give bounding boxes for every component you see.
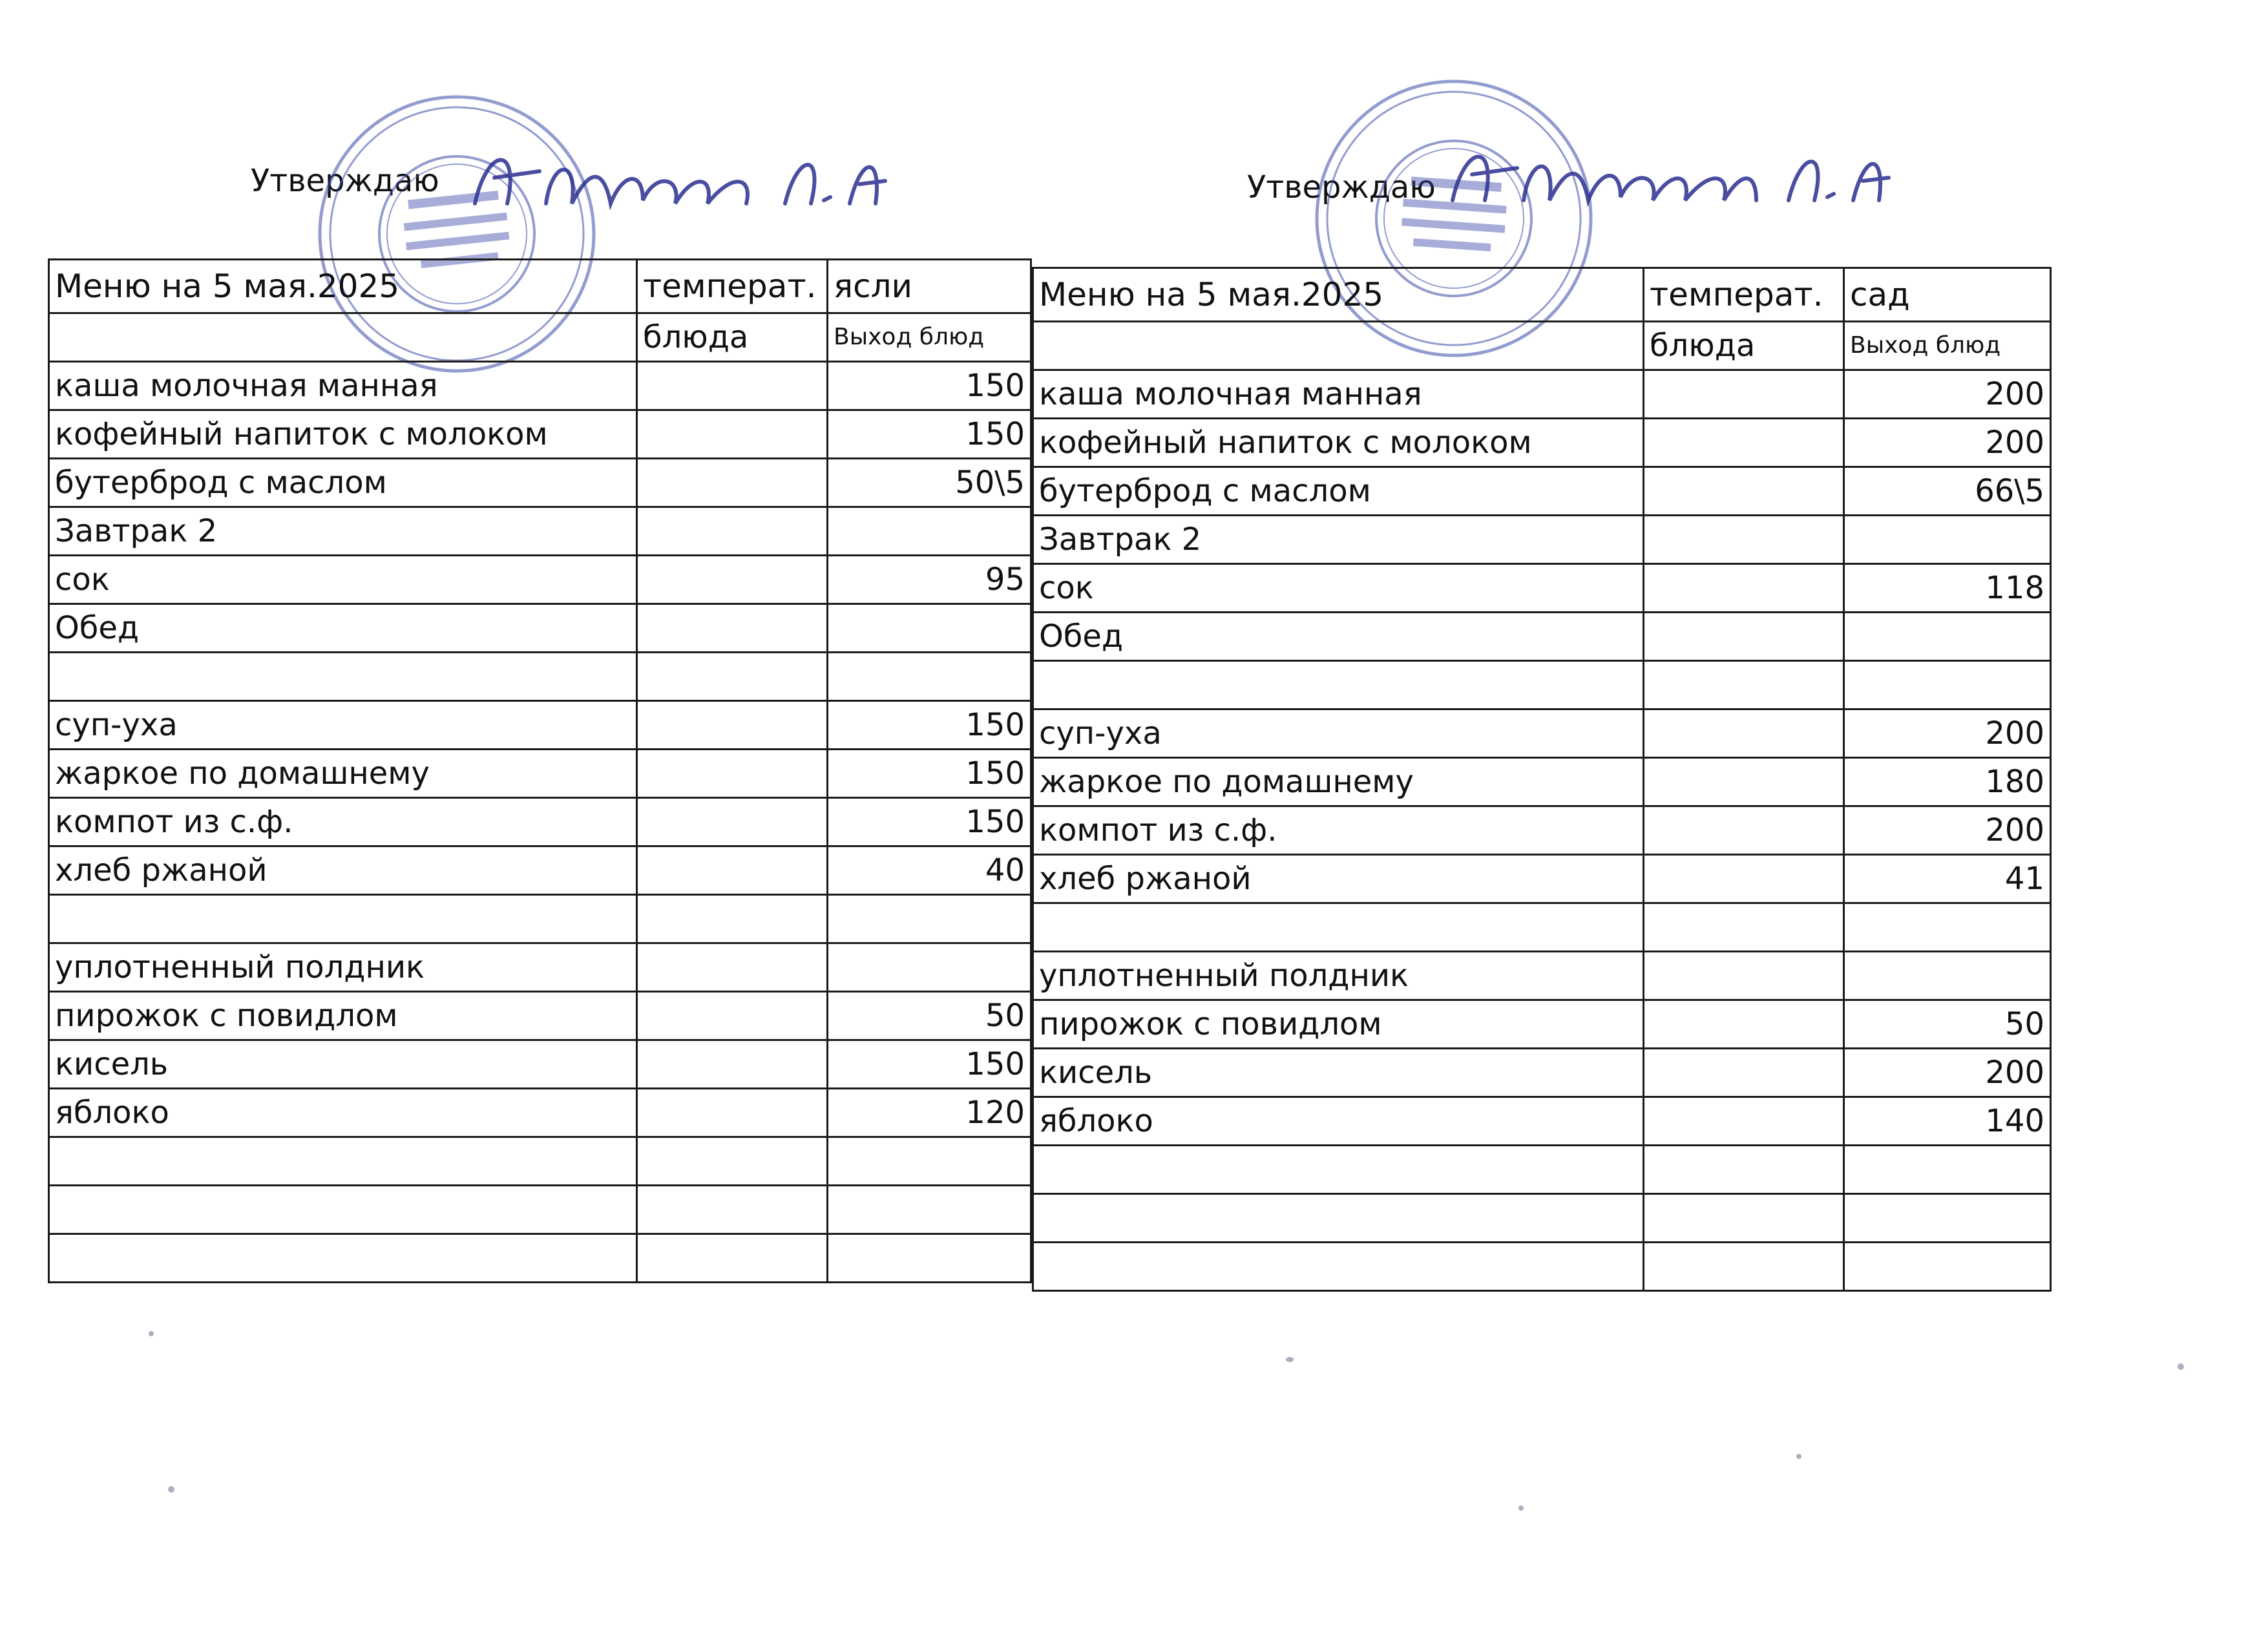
dish-portion: 50	[828, 992, 1031, 1040]
dish-temperature	[637, 410, 828, 459]
dish-name: каша молочная манная	[49, 362, 637, 410]
table-row	[49, 459, 1031, 507]
table-row	[1033, 661, 2051, 709]
menu-title: Меню на 5 мая.2025	[1033, 268, 1644, 322]
table-row	[1033, 855, 2051, 903]
dish-name: каша молочная манная	[1033, 370, 1644, 419]
menu-table-kindergarten	[1032, 267, 2052, 1292]
dish-portion	[1844, 952, 2051, 1000]
dish-portion: 120	[828, 1089, 1031, 1137]
dish-portion	[828, 507, 1031, 556]
table-row	[1033, 1049, 2051, 1097]
dish-name: жаркое по домашнему	[49, 750, 637, 798]
dish-name	[1033, 661, 1644, 709]
dish-name: кофейный напиток с молоком	[49, 410, 637, 459]
table-subheader-row	[49, 313, 1031, 362]
scan-speck	[168, 1486, 174, 1493]
dish-name: бутерброд с маслом	[1033, 467, 1644, 516]
table-row	[1033, 613, 2051, 661]
dish-name: пирожок с повидлом	[1033, 1000, 1644, 1049]
menu-title: Меню на 5 мая.2025	[49, 260, 637, 313]
group-header: ясли	[828, 260, 1031, 313]
dish-temperature	[637, 507, 828, 556]
dish-portion	[828, 653, 1031, 701]
dish-portion: 41	[1844, 855, 2051, 903]
dish-temperature	[637, 1186, 828, 1234]
dish-temperature	[637, 1089, 828, 1137]
dish-portion: 180	[1844, 758, 2051, 806]
dish-portion: 200	[1844, 709, 2051, 758]
dish-temperature	[637, 604, 828, 653]
dish-temperature	[1644, 1097, 1844, 1146]
dish-portion	[1844, 1243, 2051, 1291]
table-row	[1033, 1146, 2051, 1194]
table-row	[49, 1234, 1031, 1283]
dish-portion	[1844, 903, 2051, 952]
dish-portion: 200	[1844, 419, 2051, 467]
table-row	[49, 556, 1031, 604]
scan-speck	[1286, 1357, 1294, 1362]
dish-portion	[828, 604, 1031, 653]
dish-name: хлеб ржаной	[49, 846, 637, 895]
dish-temperature	[1644, 903, 1844, 952]
dish-portion: 200	[1844, 370, 2051, 419]
dish-name	[1033, 903, 1644, 952]
menu-table-nursery	[48, 258, 1032, 1283]
dish-name	[1033, 1243, 1644, 1291]
dish-temperature	[1644, 467, 1844, 516]
table-row	[1033, 516, 2051, 564]
dish-portion	[1844, 613, 2051, 661]
section-heading: Обед	[1033, 613, 1644, 661]
dish-portion	[1844, 1146, 2051, 1194]
table-row	[49, 895, 1031, 943]
dish-name	[1033, 1194, 1644, 1243]
dish-portion: 200	[1844, 1049, 2051, 1097]
dish-temperature	[1644, 855, 1844, 903]
table-row	[1033, 564, 2051, 613]
dish-name: сок	[49, 556, 637, 604]
table-row	[49, 1089, 1031, 1137]
dish-name: хлеб ржаной	[1033, 855, 1644, 903]
table-row	[49, 507, 1031, 556]
dish-temperature	[1644, 1049, 1844, 1097]
table-row	[1033, 419, 2051, 467]
dish-portion: 150	[828, 410, 1031, 459]
signature-left	[462, 132, 901, 229]
dish-temperature	[637, 798, 828, 846]
output-header: Выход блюд	[1844, 322, 2051, 370]
dish-temperature	[1644, 1000, 1844, 1049]
scan-speck	[149, 1331, 154, 1336]
table-row	[1033, 1000, 2051, 1049]
dish-name: суп-уха	[49, 701, 637, 750]
table-row	[49, 750, 1031, 798]
table-row	[49, 653, 1031, 701]
dish-portion: 150	[828, 750, 1031, 798]
dish-name	[49, 1137, 637, 1186]
table-row	[1033, 758, 2051, 806]
dish-temperature	[637, 653, 828, 701]
dish-portion: 118	[1844, 564, 2051, 613]
dish-portion: 95	[828, 556, 1031, 604]
dish-temperature	[637, 1234, 828, 1283]
dish-temperature	[1644, 661, 1844, 709]
subheader-blank	[49, 313, 637, 362]
temperature-subheader: блюда	[1644, 322, 1844, 370]
dish-temperature	[637, 846, 828, 895]
section-heading: Завтрак 2	[49, 507, 637, 556]
dish-portion	[1844, 516, 2051, 564]
table-header-row	[49, 260, 1031, 313]
dish-temperature	[1644, 1243, 1844, 1291]
dish-portion: 150	[828, 362, 1031, 410]
dish-name: яблоко	[49, 1089, 637, 1137]
dish-name: бутерброд с маслом	[49, 459, 637, 507]
dish-temperature	[1644, 806, 1844, 855]
dish-name: кисель	[49, 1040, 637, 1089]
dish-portion	[828, 895, 1031, 943]
dish-temperature	[1644, 1146, 1844, 1194]
dish-temperature	[1644, 758, 1844, 806]
table-row	[1033, 1097, 2051, 1146]
table-row	[49, 362, 1031, 410]
dish-portion	[828, 943, 1031, 992]
dish-temperature	[1644, 516, 1844, 564]
table-row	[49, 798, 1031, 846]
dish-name	[1033, 1146, 1644, 1194]
dish-name	[49, 895, 637, 943]
dish-temperature	[1644, 952, 1844, 1000]
dish-name: суп-уха	[1033, 709, 1644, 758]
table-row	[49, 1186, 1031, 1234]
dish-portion: 50\5	[828, 459, 1031, 507]
subheader-blank	[1033, 322, 1644, 370]
dish-portion	[828, 1137, 1031, 1186]
dish-portion: 66\5	[1844, 467, 2051, 516]
dish-temperature	[637, 1040, 828, 1089]
dish-temperature	[637, 992, 828, 1040]
approval-label-right: Утверждаю	[1247, 169, 1436, 205]
dish-portion: 150	[828, 1040, 1031, 1089]
dish-temperature	[637, 750, 828, 798]
dish-temperature	[637, 943, 828, 992]
table-row	[49, 1040, 1031, 1089]
table-row	[1033, 903, 2051, 952]
temperature-header: температ.	[1644, 268, 1844, 322]
dish-portion: 140	[1844, 1097, 2051, 1146]
dish-portion: 150	[828, 798, 1031, 846]
output-header: Выход блюд	[828, 313, 1031, 362]
table-row	[1033, 709, 2051, 758]
dish-temperature	[1644, 419, 1844, 467]
approval-label-left: Утверждаю	[251, 163, 439, 199]
section-heading: Завтрак 2	[1033, 516, 1644, 564]
scan-speck	[1796, 1454, 1801, 1459]
dish-portion: 150	[828, 701, 1031, 750]
table-row	[1033, 370, 2051, 419]
dish-portion: 50	[1844, 1000, 2051, 1049]
section-heading: Обед	[49, 604, 637, 653]
dish-portion	[1844, 661, 2051, 709]
dish-name	[49, 1186, 637, 1234]
table-header-row	[1033, 268, 2051, 322]
section-heading: уплотненный полдник	[1033, 952, 1644, 1000]
table-row	[49, 604, 1031, 653]
scan-speck	[1518, 1506, 1524, 1511]
scan-speck	[2178, 1363, 2184, 1370]
dish-portion	[1844, 1194, 2051, 1243]
table-row	[1033, 1243, 2051, 1291]
dish-name: компот из с.ф.	[49, 798, 637, 846]
table-row	[49, 410, 1031, 459]
dish-name: жаркое по домашнему	[1033, 758, 1644, 806]
table-row	[1033, 806, 2051, 855]
dish-temperature	[637, 1137, 828, 1186]
dish-portion	[828, 1186, 1031, 1234]
table-row	[49, 992, 1031, 1040]
table-row	[1033, 467, 2051, 516]
dish-temperature	[637, 701, 828, 750]
dish-portion: 40	[828, 846, 1031, 895]
table-row	[49, 701, 1031, 750]
section-heading: уплотненный полдник	[49, 943, 637, 992]
dish-name: компот из с.ф.	[1033, 806, 1644, 855]
signature-right	[1440, 129, 1905, 226]
table-row	[1033, 1194, 2051, 1243]
dish-temperature	[1644, 564, 1844, 613]
dish-portion	[828, 1234, 1031, 1283]
temperature-subheader: блюда	[637, 313, 828, 362]
dish-name: яблоко	[1033, 1097, 1644, 1146]
dish-portion: 200	[1844, 806, 2051, 855]
dish-name	[49, 653, 637, 701]
dish-name	[49, 1234, 637, 1283]
table-subheader-row	[1033, 322, 2051, 370]
table-row	[49, 1137, 1031, 1186]
table-row	[49, 846, 1031, 895]
dish-name: пирожок с повидлом	[49, 992, 637, 1040]
dish-temperature	[1644, 613, 1844, 661]
dish-name: кисель	[1033, 1049, 1644, 1097]
table-row	[1033, 952, 2051, 1000]
dish-temperature	[637, 459, 828, 507]
table-row	[49, 943, 1031, 992]
dish-temperature	[637, 362, 828, 410]
dish-temperature	[637, 895, 828, 943]
temperature-header: температ.	[637, 260, 828, 313]
dish-temperature	[1644, 370, 1844, 419]
group-header: сад	[1844, 268, 2051, 322]
dish-temperature	[637, 556, 828, 604]
dish-temperature	[1644, 709, 1844, 758]
dish-name: кофейный напиток с молоком	[1033, 419, 1644, 467]
dish-temperature	[1644, 1194, 1844, 1243]
dish-name: сок	[1033, 564, 1644, 613]
